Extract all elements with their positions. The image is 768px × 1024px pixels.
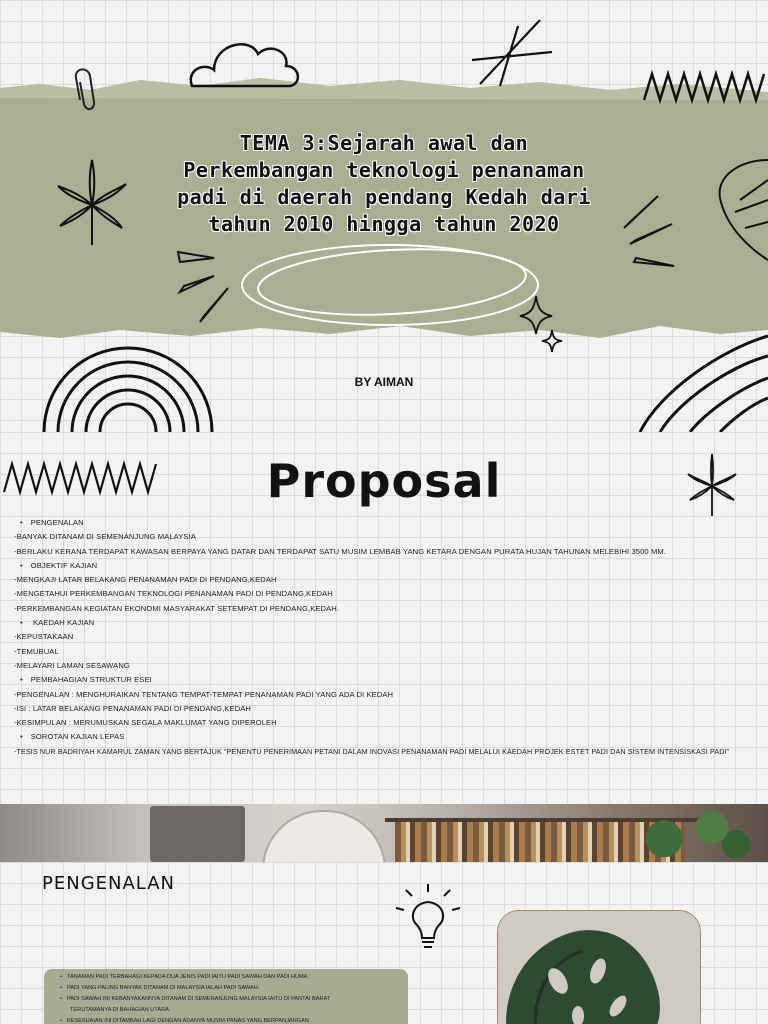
intro-list bbox=[60, 972, 380, 1024]
outline-line: -PERKEMBANGAN KEGIATAN EKONOMI MASYARAKAT SETEMPAT DI PENDANG,KEDAH. bbox=[14, 603, 340, 613]
author-byline: BY AIMAN bbox=[354, 375, 414, 389]
outline-line: -KESIMPULAN : MERUMUSKAN SEGALA MAKLUMAT YANG DIPEROLEH bbox=[14, 718, 277, 728]
list-item: • PADI YANG PALING BANYAK DITANAM DI MALAYSIA IALAH PADI SAWAH. bbox=[60, 983, 380, 994]
outline-line: -ISI : LATAR BELAKANG PENANAMAN PADI DI PENDANG,KEDAH bbox=[14, 703, 251, 713]
proposal-outline bbox=[14, 516, 764, 759]
monstera-leaf-icon bbox=[498, 911, 700, 1024]
title-line: tahun 2010 hingga tahun 2020 bbox=[208, 212, 560, 236]
outline-line: -MENGETAHUI PERKEMBANGAN TEKNOLOGI PENANAMAN PADI DI PENDANG,KEDAH bbox=[14, 589, 333, 599]
outline-heading: • OBJEKTIF KAJIAN bbox=[14, 559, 764, 573]
outline-heading: • PEMBAHAGIAN STRUKTUR ESEI bbox=[14, 673, 764, 687]
list-item-continuation: TERUTAMANYA DI BAHAGIAN UTARA. bbox=[70, 1007, 171, 1013]
title-line: padi di daerah pendang Kedah dari bbox=[177, 185, 591, 209]
list-item: • PADI SAWAH INI KEBANYAKANNYA DITANAM DI SEMENANJUNG MALAYSIA IAITU DI PANTAI BARAT bbox=[60, 994, 380, 1005]
slide-title: Proposal bbox=[266, 454, 502, 508]
proposal-slide bbox=[0, 432, 768, 804]
laptop-image bbox=[150, 806, 245, 862]
lightbulb-icon bbox=[396, 884, 460, 947]
cloud-icon bbox=[191, 44, 298, 86]
outline-line: -MENGKAJI LATAR BELAKANG PENANAMAN PADI DI PENDANG,KEDAH bbox=[14, 575, 277, 585]
section-heading: PENGENALAN bbox=[42, 873, 176, 894]
outline-line: -TESIS NUR BADRIYAH KAMARUL ZAMAN YANG BERTAJUK "PENENTU PENERIMAAN PETANI DALAM INOVASI PENANAMAN PADI MELALUI KAEDAH PROJEK ESTET PADI DAN SISTEM INTENSISKASI PADI" bbox=[14, 746, 730, 756]
outline-line: -PENGENALAN : MENGHURAIKAN TENTANG TEMPAT-TEMPAT PENANAMAN PADI YANG ADA DI KEDAH bbox=[14, 689, 394, 699]
outline-heading: • PENGENALAN bbox=[14, 516, 764, 530]
monstera-photo bbox=[497, 910, 701, 1024]
outline-line: -BERLAKU KERANA TERDAPAT KAWASAN BERPAYA YANG DATAR DAN TERDAPAT SATU MUSIM LEMBAB YANG KETARA DENGAN PURATA HUJAN TAHUNAN MELEBIHI 3500 MM. bbox=[14, 546, 667, 556]
outline-line: -KEPUSTAKAAN bbox=[14, 632, 74, 642]
list-item: • TANAMAN PADI TERBAHAGI KEPADA DUA JENIS PADI IAITU PADI SAWAH DAN PADI HUMA. bbox=[60, 972, 380, 983]
intro-slide bbox=[0, 862, 768, 1024]
rainbow-arcs-icon bbox=[44, 348, 212, 432]
star-icon bbox=[472, 20, 552, 86]
outline-heading: • KAEDAH KAJIAN bbox=[14, 616, 764, 630]
interior-photo-strip bbox=[0, 804, 768, 862]
title-slide bbox=[0, 0, 768, 432]
list-item: • KESESUAIAN INI DITAMBAH LAGI DENGAN ADANYA MUSIM PANAS YANG BERPANJANGAN bbox=[60, 1016, 380, 1024]
outline-line: -TEMUBUAL bbox=[14, 646, 59, 656]
title-line: Perkembangan teknologi penanaman bbox=[183, 158, 585, 182]
presentation-title bbox=[138, 130, 630, 238]
title-line: TEMA 3:Sejarah awal dan bbox=[239, 131, 529, 155]
outline-line: -BANYAK DITANAM DI SEMENANJUNG MALAYSIA bbox=[14, 532, 196, 542]
outline-line: -MELAYARI LAMAN SESAWANG bbox=[14, 660, 130, 670]
plant-image bbox=[600, 804, 760, 862]
outline-heading: • SOROTAN KAJIAN LEPAS bbox=[14, 730, 764, 744]
